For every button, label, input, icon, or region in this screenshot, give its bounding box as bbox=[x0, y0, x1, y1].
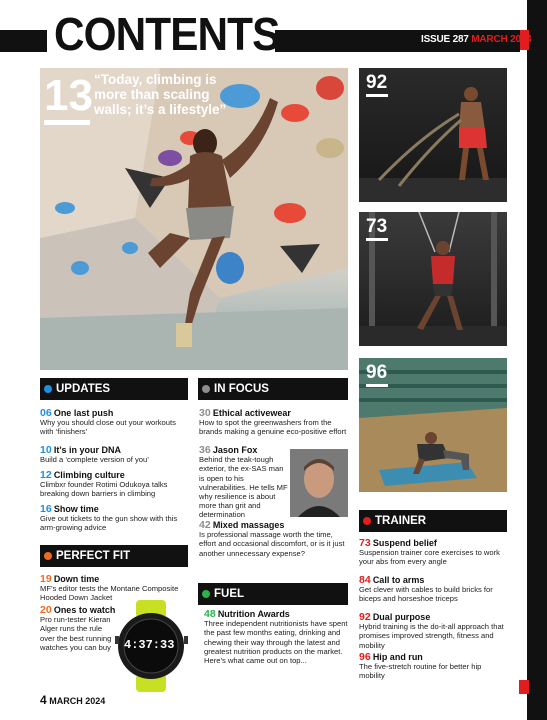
list-item[interactable]: 42 Mixed massages Is professional massage worth the time, effort and occasional discomfort, or is it just another unnecessary expense? bbox=[199, 519, 345, 558]
list-item[interactable]: 48 Nutrition Awards Three independent nutritionists have spent the past few months eating, drinking and chewing their way through the latest and greatest nutrition products on the market. Here’s what came out on top... bbox=[204, 608, 348, 666]
updates-dot-icon bbox=[44, 385, 52, 393]
thumb-underline-92 bbox=[366, 94, 388, 97]
perfect-fit-dot-icon bbox=[44, 552, 52, 560]
thumb-page-92: 92 bbox=[366, 72, 388, 93]
section-header-perfect-fit: PERFECT FIT bbox=[40, 545, 188, 567]
in-focus-dot-icon bbox=[202, 385, 210, 393]
hero-page-number: 13 bbox=[44, 71, 93, 120]
list-item[interactable]: 96 Hip and run The five-stretch routine for better hip mobility bbox=[359, 651, 482, 681]
list-item[interactable]: 30 Ethical activewear How to spot the greenwashers from the brands making a genuine eco-positive effort bbox=[199, 407, 347, 437]
thumb-page-73: 73 bbox=[366, 216, 388, 237]
footer-date: MARCH 2024 bbox=[49, 696, 106, 706]
jason-fox-portrait bbox=[290, 449, 348, 517]
section-header-updates: UPDATES bbox=[40, 378, 188, 400]
watch-time: 4:37:33 bbox=[124, 638, 175, 652]
list-item[interactable]: 36 Jason Fox Behind the teak-tough exterior, the ex-SAS man is open to his vulnerabilities. He tells MF why resilience is about more than grit and determination bbox=[199, 444, 288, 520]
right-edge-bar bbox=[527, 0, 547, 720]
thumb-underline-73 bbox=[366, 238, 388, 241]
list-item[interactable]: 84 Call to arms Get clever with cables to build bricks for biceps and horseshoe triceps bbox=[359, 574, 493, 604]
list-item[interactable]: 92 Dual purpose Hybrid training is the do-it-all approach that promises improved strength, fitness and mobility bbox=[359, 611, 504, 650]
page-footer bbox=[40, 693, 105, 707]
page-title: CONTENTS bbox=[54, 8, 280, 60]
hero-page-underline bbox=[44, 120, 90, 125]
list-item[interactable]: 20 Ones to watch Pro run-tester Kieran Alger runs the rule over the best running watches you can buy bbox=[40, 604, 116, 652]
red-tab-bottom bbox=[519, 680, 529, 694]
section-header-trainer: TRAINER bbox=[359, 510, 507, 532]
list-item[interactable]: 16 Show time Give out tickets to the gun show with this arm-growing advice bbox=[40, 503, 178, 533]
list-item[interactable]: 19 Down time MF’s editor tests the Montane Composite Hooded Down Jacket bbox=[40, 573, 179, 603]
section-header-in-focus: IN FOCUS bbox=[198, 378, 348, 400]
footer-page-number: 4 bbox=[40, 693, 47, 707]
list-item[interactable]: 10 It’s in your DNA Build a ‘complete version of you’ bbox=[40, 444, 149, 465]
thumb-page-96: 96 bbox=[366, 362, 388, 383]
hero-quote: “Today, climbing is more than scaling walls; it’s a lifestyle” bbox=[94, 72, 227, 117]
list-item[interactable]: 73 Suspend belief Suspension trainer core exercises to work your abs from every angle bbox=[359, 537, 500, 567]
trainer-dot-icon bbox=[363, 517, 371, 525]
issue-date: MARCH 2024 bbox=[471, 34, 532, 45]
section-header-fuel: FUEL bbox=[198, 583, 348, 605]
issue-label: ISSUE 287 MARCH 2024 bbox=[421, 34, 532, 45]
list-item[interactable]: 12 Climbing culture Climbxr founder Rotimi Odukoya talks breaking down barriers in climbing bbox=[40, 469, 168, 499]
list-item[interactable]: 06 One last push Why you should close out your workouts with ‘finishers’ bbox=[40, 407, 176, 437]
thumb-underline-96 bbox=[366, 384, 388, 387]
fuel-dot-icon bbox=[202, 590, 210, 598]
